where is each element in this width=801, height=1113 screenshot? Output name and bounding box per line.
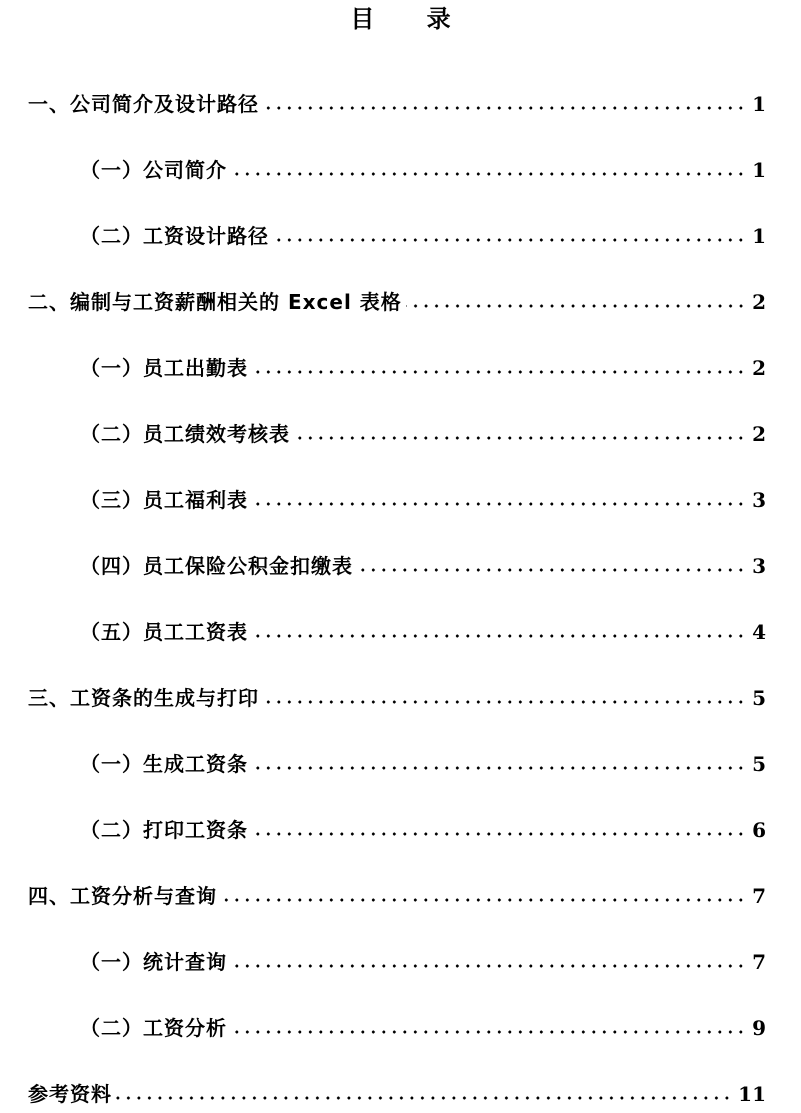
- dot-leader: [252, 831, 746, 837]
- toc-entry[interactable]: [80, 812, 766, 848]
- toc-entry-text[interactable]: （二）工资设计路径: [80, 224, 269, 248]
- toc-entry-text[interactable]: （一）统计查询: [80, 950, 227, 974]
- toc-entry-page-number[interactable]: 2: [752, 356, 766, 380]
- toc-title: 目 录: [350, 5, 473, 33]
- toc-entry[interactable]: [80, 614, 766, 650]
- dot-leader: [252, 369, 746, 375]
- dot-leader: [406, 303, 746, 309]
- toc-entry[interactable]: [80, 1010, 766, 1046]
- toc-entry-text[interactable]: （一）生成工资条: [80, 752, 248, 776]
- toc-entry-page-number[interactable]: 2: [752, 290, 766, 314]
- toc-entry-text[interactable]: 四、工资分析与查询: [28, 884, 217, 908]
- toc-entry-text[interactable]: 参考资料: [28, 1082, 112, 1106]
- toc-entry-text[interactable]: （一）员工出勤表: [80, 356, 248, 380]
- toc-entry-page-number[interactable]: 2: [752, 422, 766, 446]
- toc-entry[interactable]: [28, 284, 766, 320]
- toc-entry-text[interactable]: （二）员工绩效考核表: [80, 422, 290, 446]
- toc-entry-page-number[interactable]: 1: [752, 92, 766, 116]
- toc-entry-text[interactable]: （三）员工福利表: [80, 488, 248, 512]
- dot-leader: [263, 699, 746, 705]
- toc-entry-text[interactable]: （四）员工保险公积金扣缴表: [80, 554, 353, 578]
- toc-entry[interactable]: [80, 548, 766, 584]
- toc-entry[interactable]: [80, 746, 766, 782]
- toc-entry-page-number[interactable]: 5: [752, 686, 766, 710]
- dot-leader: [252, 501, 746, 507]
- toc-entry[interactable]: [80, 416, 766, 452]
- toc-entry[interactable]: [80, 350, 766, 386]
- toc-entry-page-number[interactable]: 5: [752, 752, 766, 776]
- toc-entry-text[interactable]: 二、编制与工资薪酬相关的 Excel 表格: [28, 290, 402, 314]
- toc-entry[interactable]: [28, 680, 766, 716]
- toc-entry-page-number[interactable]: 7: [752, 884, 766, 908]
- dot-leader: [273, 237, 746, 243]
- dot-leader: [231, 171, 746, 177]
- dot-leader: [294, 435, 746, 441]
- dot-leader: [231, 1029, 746, 1035]
- toc-entry-text[interactable]: （五）员工工资表: [80, 620, 248, 644]
- toc-entry[interactable]: [28, 1076, 766, 1112]
- toc-entry[interactable]: [80, 218, 766, 254]
- toc-entry-text[interactable]: 一、公司简介及设计路径: [28, 92, 259, 116]
- dot-leader: [116, 1095, 732, 1101]
- toc-entry[interactable]: [28, 86, 766, 122]
- toc-entry[interactable]: [80, 482, 766, 518]
- toc-entry-page-number[interactable]: 9: [752, 1016, 766, 1040]
- toc-entry-text[interactable]: （二）工资分析: [80, 1016, 227, 1040]
- toc-entry-page-number[interactable]: 7: [752, 950, 766, 974]
- dot-leader: [231, 963, 746, 969]
- toc-entry[interactable]: [80, 152, 766, 188]
- toc-entry-page-number[interactable]: 3: [752, 488, 766, 512]
- toc-entry-text[interactable]: （二）打印工资条: [80, 818, 248, 842]
- dot-leader: [263, 105, 746, 111]
- toc-entry-text[interactable]: 三、工资条的生成与打印: [28, 686, 259, 710]
- toc-entry[interactable]: [80, 944, 766, 980]
- dot-leader: [252, 633, 746, 639]
- toc-entry-page-number[interactable]: 1: [752, 224, 766, 248]
- dot-leader: [221, 897, 746, 903]
- toc-entry[interactable]: [28, 878, 766, 914]
- toc-entry-page-number[interactable]: 4: [752, 620, 766, 644]
- toc-entry-page-number[interactable]: 6: [752, 818, 766, 842]
- toc-entry-page-number[interactable]: 11: [738, 1082, 766, 1106]
- dot-leader: [357, 567, 746, 573]
- toc-entry-page-number[interactable]: 3: [752, 554, 766, 578]
- dot-leader: [252, 765, 746, 771]
- toc-entry-text[interactable]: （一）公司简介: [80, 158, 227, 182]
- toc-entry-page-number[interactable]: 1: [752, 158, 766, 182]
